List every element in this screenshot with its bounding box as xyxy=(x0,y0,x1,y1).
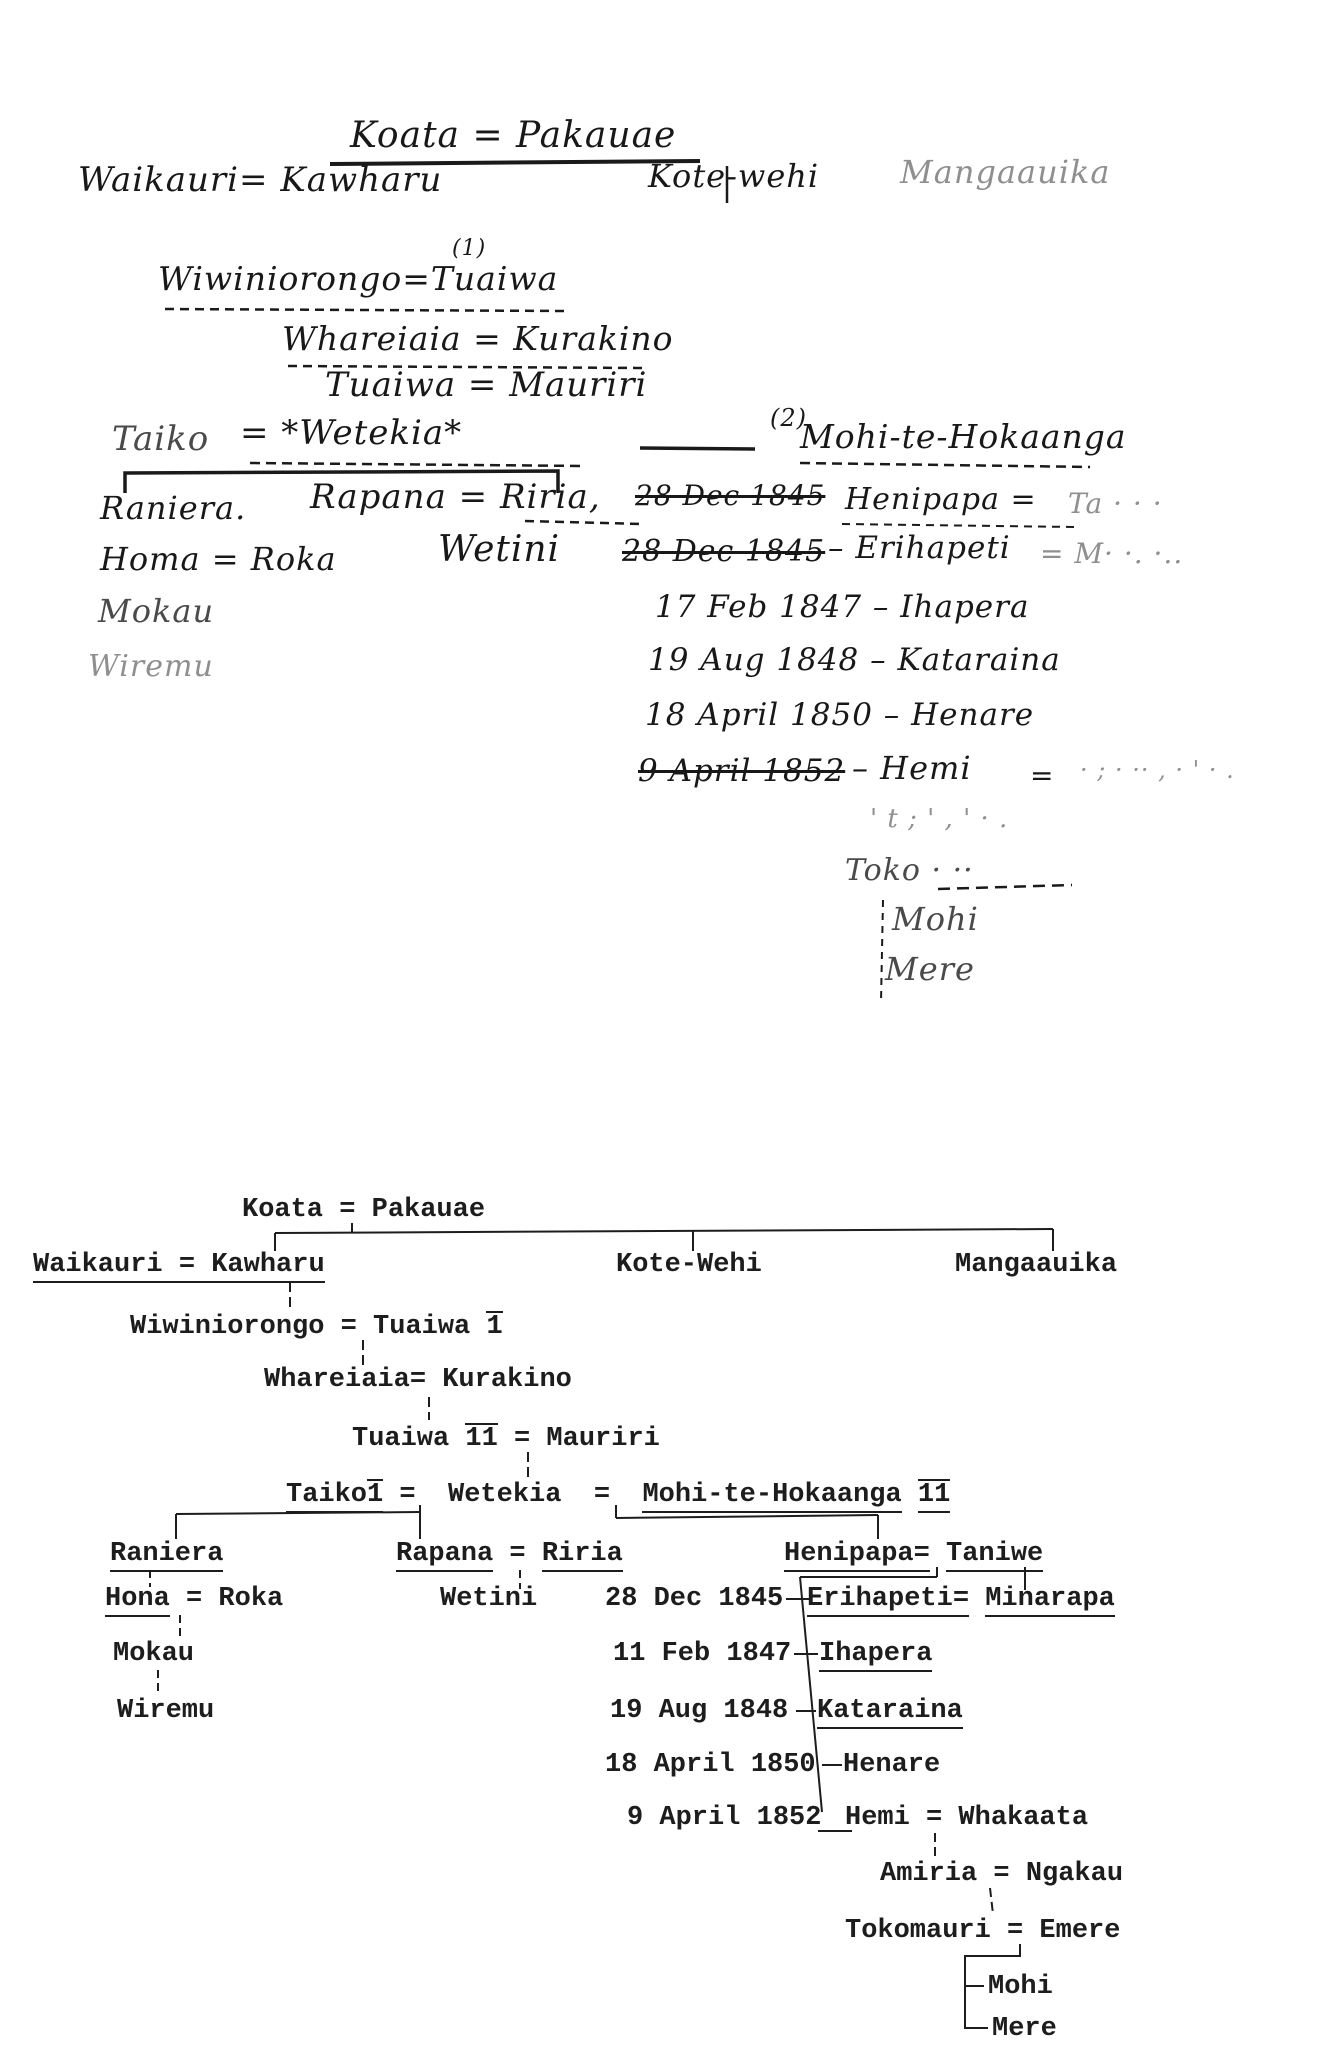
hw-raniera: Raniera. xyxy=(100,489,247,527)
typed-taniwe-label: Taniwe xyxy=(946,1541,1043,1572)
typed-whakaata-label: Whakaata xyxy=(958,1803,1089,1833)
typed-roka-label: = Roka xyxy=(186,1584,284,1614)
hw-wiwiniorongo-tuaiwa: Wiwiniorongo=Tuaiwa xyxy=(158,259,559,298)
typed-node-hemi-whakaata xyxy=(845,1805,1088,1832)
hw-wiwiniorongo-underline xyxy=(165,309,565,311)
typed-node-mohi: Mohi xyxy=(988,1972,1053,2002)
typed-amiria-label: Amiria xyxy=(880,1859,978,1889)
typed-node-wiremu: Wiremu xyxy=(117,1696,215,1726)
equals-sign: = xyxy=(926,1803,943,1833)
typed-node-koata-pakauae: Koata = Pakauae xyxy=(242,1195,486,1225)
roman-numeral-ii: 11 xyxy=(465,1424,498,1454)
hw-riria-underline xyxy=(525,521,642,524)
hw-mohi-te-hokaanga: Mohi-te-Hokaanga xyxy=(800,417,1127,456)
typed-birthdate-henare: 18 April 1850 xyxy=(605,1750,816,1780)
hw-taiko: Taiko xyxy=(112,419,210,459)
typed-riria-label: Riria xyxy=(542,1541,623,1572)
hw-date-kataraina: 19 Aug 1848 – Kataraina xyxy=(648,642,1061,678)
typed-tokomauri-label: Tokomauri xyxy=(845,1916,991,1946)
equals-sign: = xyxy=(593,1480,611,1510)
hw-struck-date-1: 28 Dec 1845 xyxy=(635,479,826,512)
hw-date-henare: 18 April 1850 – Henare xyxy=(645,697,1035,733)
hw-tuaiwa-mauriri: Tuaiwa = Mauriri xyxy=(325,365,648,405)
hw-henipapa-underline xyxy=(842,524,1075,527)
typed-rapana-label: Rapana xyxy=(396,1541,493,1572)
typed-node-tuaiwa-mauriri xyxy=(352,1423,660,1453)
line-hokaanga-children-bar xyxy=(616,1515,878,1518)
typed-node-mere: Mere xyxy=(992,2014,1057,2044)
hw-struck-date-hemi: 9 April 1852 xyxy=(638,753,846,789)
typed-birthdate-kataraina: 19 Aug 1848 xyxy=(610,1696,789,1726)
hw-scribble-row: ' t ; ' , ' · . xyxy=(870,804,1009,834)
hw-rapana-riria: Rapana = Riria, xyxy=(310,477,601,517)
typed-node-taiko-wetekia-hokaanga xyxy=(286,1479,950,1513)
hw-whareiaia-kurakino: Whareiaia = Kurakino xyxy=(282,319,674,358)
hw-tokomauri-faint: Toko · ·· xyxy=(845,853,974,888)
hw-date-ihapera: 17 Feb 1847 – Ihapera xyxy=(655,589,1030,625)
typed-node-mangaauika: Mangaauika xyxy=(955,1250,1118,1280)
typed-node-rapana-riria xyxy=(396,1541,623,1572)
hw-wiremu: Wiremu xyxy=(88,649,214,684)
typed-node-kote-wehi: Kote-Wehi xyxy=(616,1250,762,1280)
hw-hemi-spouse-faint: · ; · ·· , · ' · . xyxy=(1080,756,1235,784)
typed-minarapa-label: Minarapa xyxy=(985,1586,1115,1617)
typed-birthdate-ihapera: 11 Feb 1847 xyxy=(613,1639,792,1669)
typed-node-waikauri-kawharu: Waikauri = Kawharu xyxy=(33,1252,325,1283)
typed-hemi-label: Hemi xyxy=(845,1803,910,1833)
hw-wetekia-underline xyxy=(250,463,585,466)
typed-node-whareiaia-kurakino: Whareiaia= Kurakino xyxy=(264,1365,572,1395)
line-amiria-tokomauri xyxy=(990,1888,993,1914)
hw-mokau: Mokau xyxy=(98,592,215,630)
hw-erihapeti: – Erihapeti xyxy=(828,530,1011,566)
hw-koata-pakauae: Koata = Pakauae xyxy=(350,115,677,156)
hw-generation-2-mark: (2) xyxy=(770,404,807,432)
typed-node-kataraina: Kataraina xyxy=(817,1698,963,1729)
typed-node-henare: Henare xyxy=(843,1750,941,1780)
roman-numeral-ii-hokaanga: 11 xyxy=(918,1479,950,1513)
typed-taiko-label: Taiko xyxy=(286,1482,367,1513)
hw-waikauri-kawharu: Waikauri= Kawharu xyxy=(78,160,443,200)
typed-node-tokomauri-emere xyxy=(845,1918,1120,1945)
hw-wetini: Wetini xyxy=(438,529,561,570)
hw-generation-1-mark: (1) xyxy=(452,236,487,261)
typed-mauriri-label: = Mauriri xyxy=(514,1424,660,1454)
equals-sign: = xyxy=(399,1480,416,1510)
typed-node-amiria-ngakau xyxy=(880,1861,1123,1888)
line-koata-children-bar xyxy=(275,1229,1053,1233)
hw-mere: Mere xyxy=(885,950,975,988)
equals-sign: = xyxy=(509,1539,526,1569)
typed-erihapeti-label: Erihapeti= xyxy=(807,1586,969,1617)
typed-node-erihapeti-minarapa xyxy=(807,1586,1115,1617)
hw-struck-date-2: 28 Dec 1845 xyxy=(622,534,826,569)
hw-wetekia-dash xyxy=(640,448,755,449)
typed-node-henipapa-taniwe xyxy=(784,1541,1043,1572)
typed-node-wiwiniorongo-tuaiwa xyxy=(130,1311,503,1341)
typed-node-ihapera: Ihapera xyxy=(819,1641,932,1672)
typed-birthdate-hemi: 9 April 1852 xyxy=(627,1803,822,1833)
typed-node-raniera: Raniera xyxy=(110,1541,223,1572)
hw-wetekia: = *Wetekia* xyxy=(240,413,463,453)
typed-birthdate-erihapeti: 28 Dec 1845 xyxy=(605,1584,784,1614)
typed-mohi-te-hokaanga-label: Mohi-te-Hokaanga xyxy=(642,1482,901,1513)
hw-hokaanga-underline xyxy=(800,463,1090,467)
typed-emere-label: = Emere xyxy=(1007,1916,1121,1946)
roman-numeral-i: 1 xyxy=(486,1312,503,1342)
hw-homa-roka: Homa = Roka xyxy=(100,540,337,578)
typed-henipapa-label: Henipapa= xyxy=(784,1541,930,1572)
hw-henipapa: Henipapa = xyxy=(845,482,1037,517)
typed-wiwiniorongo-label: Wiwiniorongo = Tuaiwa xyxy=(130,1312,471,1342)
typed-tuaiwa-label: Tuaiwa xyxy=(352,1424,450,1454)
hw-mohi: Mohi xyxy=(892,900,979,938)
hw-hemi: – Hemi xyxy=(852,749,972,787)
hw-taniwe-faint: Ta · · · xyxy=(1068,487,1163,520)
typed-hona-label: Hona xyxy=(105,1586,170,1617)
typed-node-wetini: Wetini xyxy=(440,1584,538,1614)
hw-kote-wehi: Kote-wehi xyxy=(648,157,820,195)
typed-node-mokau: Mokau xyxy=(113,1639,195,1669)
hw-mohi-list-line xyxy=(881,900,883,1002)
hw-mangaauika: Mangaauika xyxy=(900,153,1111,191)
hw-minarapa-faint: = M· ·. ·.. xyxy=(1040,537,1184,570)
roman-numeral-i-taiko: 1 xyxy=(367,1479,383,1513)
hw-hemi-equals: = xyxy=(1030,759,1055,792)
typed-node-hona-roka xyxy=(105,1586,283,1617)
typed-wetekia-label: Wetekia xyxy=(448,1480,562,1510)
typed-ngakau-label: = Ngakau xyxy=(993,1859,1124,1889)
